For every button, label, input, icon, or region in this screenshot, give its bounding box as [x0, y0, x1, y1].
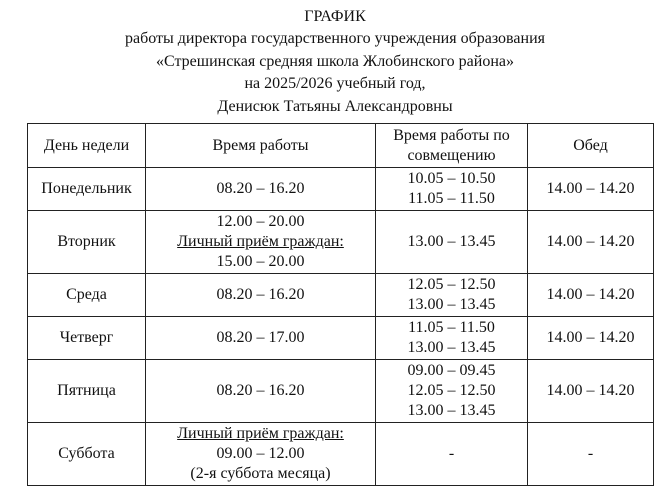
header-combined-time-line2: совмещению [407, 146, 496, 164]
cell-work [146, 317, 376, 360]
cell-combined [376, 274, 528, 317]
cell-combined-line: 11.05 – 11.50 [408, 319, 495, 337]
cell-work-line: 12.00 – 20.00 [216, 213, 305, 231]
cell-combined-line: 13.00 – 13.45 [407, 233, 496, 251]
table-row-friday [28, 360, 654, 423]
cell-combined-line: 12.05 – 12.50 [407, 276, 496, 294]
table-row-wednesday [28, 274, 654, 317]
cell-day: Четверг [28, 317, 146, 360]
header-lunch: Обед [528, 124, 654, 168]
cell-work-line: 09.00 – 12.00 [216, 445, 305, 463]
table-row-monday [28, 168, 654, 211]
cell-work-line: 08.20 – 16.20 [216, 286, 305, 304]
cell-lunch: 14.00 – 14.20 [528, 168, 654, 211]
header-work-time: Время работы [146, 124, 376, 168]
cell-work-line: 15.00 – 20.00 [216, 252, 305, 270]
cell-combined-line: 13.00 – 13.45 [407, 401, 496, 419]
table-header-row [28, 124, 654, 168]
cell-combined-line: 11.05 – 11.50 [408, 190, 495, 207]
header-combined-time [376, 124, 528, 168]
cell-day: Суббота [28, 423, 146, 486]
header-line-year: на 2025/2026 учебный год, [244, 75, 426, 93]
cell-combined-line: 09.00 – 09.45 [407, 362, 496, 380]
cell-work-reception-label: Личный приём граждан: [177, 233, 344, 251]
cell-work-reception-label: Личный приём граждан: [177, 425, 344, 443]
table-row-tuesday [28, 211, 654, 274]
table-row-saturday [28, 423, 654, 486]
cell-combined [376, 423, 528, 486]
cell-work [146, 360, 376, 423]
cell-combined [376, 360, 528, 423]
cell-work [146, 274, 376, 317]
cell-lunch: 14.00 – 14.20 [528, 211, 654, 274]
cell-day: Вторник [28, 211, 146, 274]
header-combined-time-line1: Время работы по [393, 126, 510, 144]
cell-combined-line: 13.00 – 13.45 [407, 296, 496, 313]
header-line-school: «Стрешинская средняя школа Жлобинского района» [156, 52, 514, 70]
cell-combined-line: 13.00 – 13.45 [407, 339, 496, 356]
cell-combined [376, 211, 528, 274]
cell-day: Понедельник [28, 168, 146, 211]
cell-lunch: 14.00 – 14.20 [528, 274, 654, 317]
cell-combined [376, 168, 528, 211]
cell-combined-line: - [448, 445, 455, 463]
cell-work-line: 08.20 – 16.20 [216, 180, 305, 198]
cell-day: Среда [28, 274, 146, 317]
cell-work-line: 08.20 – 17.00 [216, 329, 305, 347]
table-row-thursday [28, 317, 654, 360]
schedule-table [27, 123, 654, 486]
cell-day: Пятница [28, 360, 146, 423]
cell-work [146, 423, 376, 486]
cell-combined [376, 317, 528, 360]
cell-lunch: 14.00 – 14.20 [528, 360, 654, 423]
cell-lunch: - [528, 423, 654, 486]
header-line-position: работы директора государственного учреждения образования [125, 30, 545, 48]
cell-work-line: 08.20 – 16.20 [216, 382, 305, 400]
document-header [0, 6, 670, 118]
cell-work [146, 211, 376, 274]
cell-work [146, 168, 376, 211]
cell-work-note: (2-я суббота месяца) [190, 464, 331, 482]
cell-combined-line: 10.05 – 10.50 [407, 170, 496, 188]
header-line-person: Денисюк Татьяны Александровны [217, 97, 453, 115]
header-day: День недели [28, 124, 146, 168]
cell-combined-line: 12.05 – 12.50 [407, 382, 496, 400]
cell-lunch: 14.00 – 14.20 [528, 317, 654, 360]
document-title: ГРАФИК [304, 8, 366, 25]
